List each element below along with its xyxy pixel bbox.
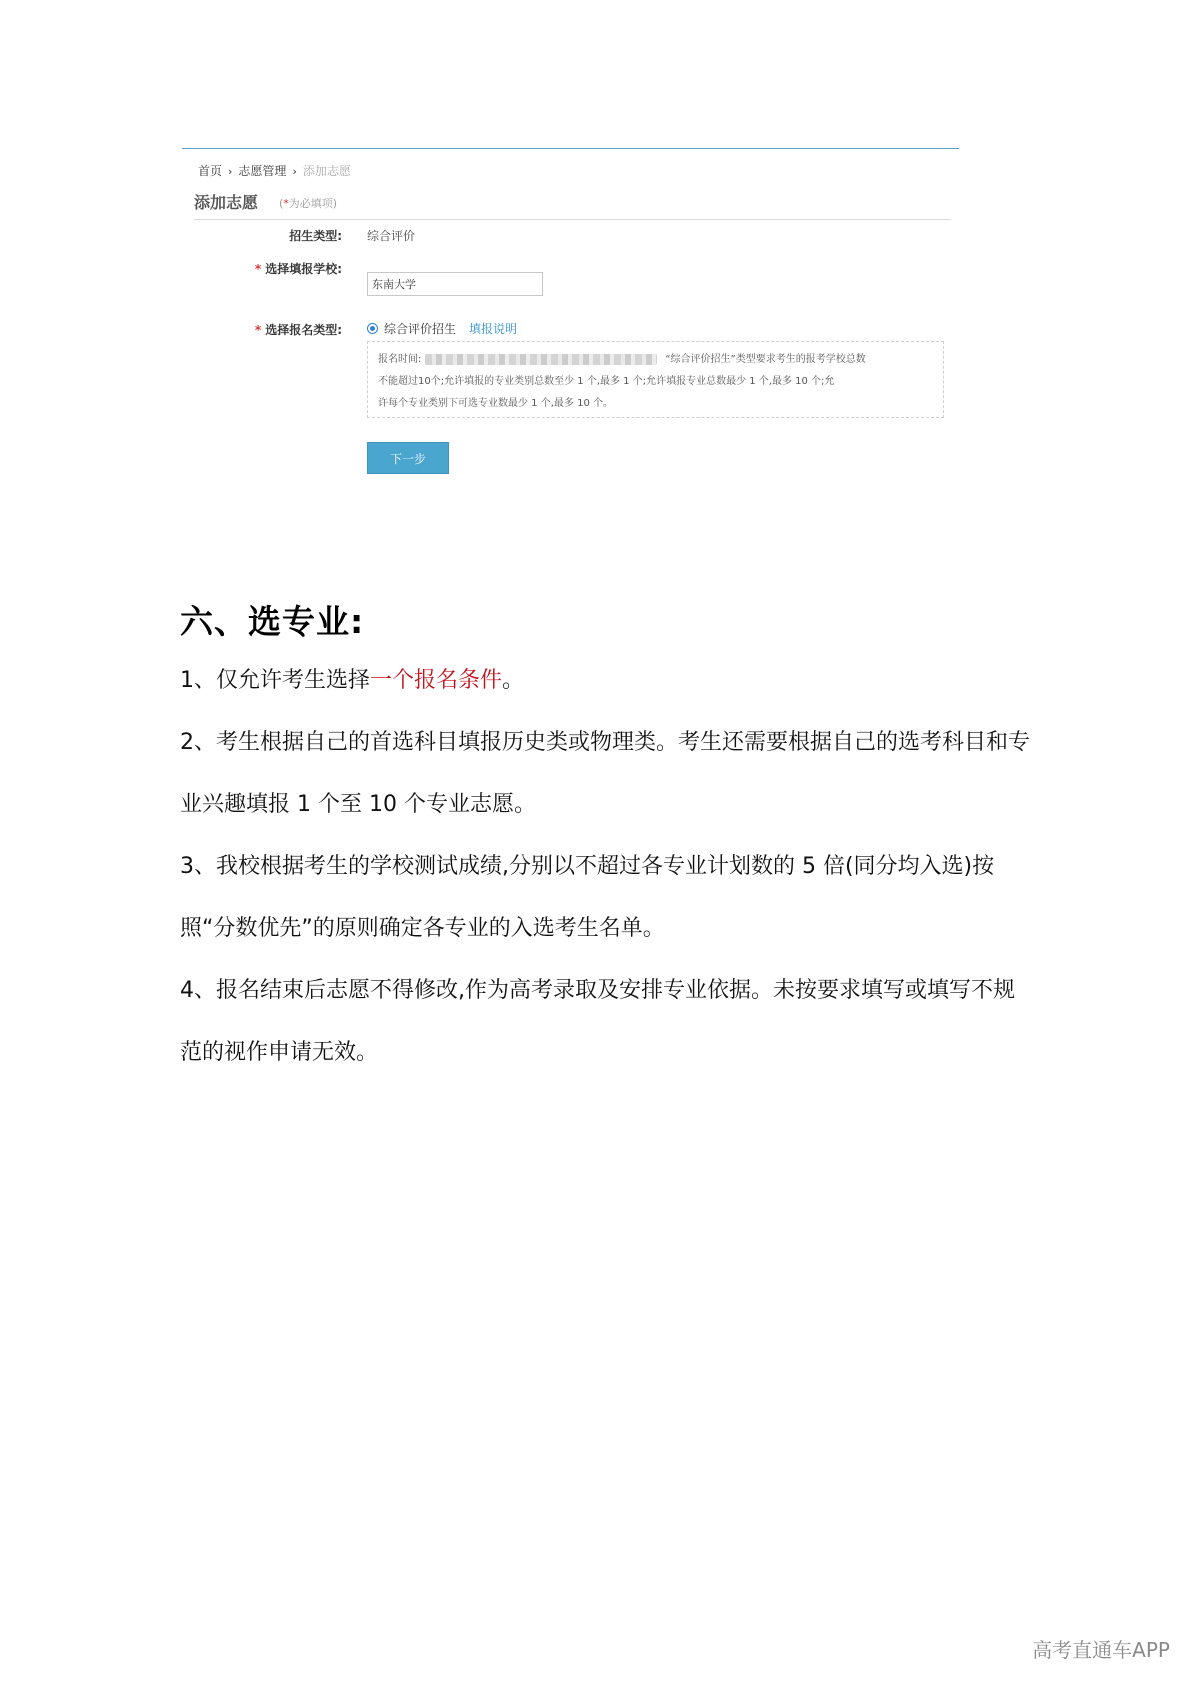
school-label-text: 选择填报学校: — [265, 262, 342, 276]
item-2: 2、考生根据自己的首选科目填报历史类或物理类。考生还需要根据自己的选考科目和专业兴趣填报 1 个至 10 个专业志愿。 — [180, 730, 1030, 817]
required-note-open: ( — [279, 197, 284, 210]
item-1-suffix: 。 — [502, 668, 525, 693]
breadcrumb-volunteer-management[interactable]: 志愿管理 — [238, 164, 287, 178]
notice-box — [367, 341, 944, 418]
watermark: 高考直通车APP — [1032, 1638, 1170, 1662]
page-title: 添加志愿 — [194, 193, 259, 212]
required-note-text: 为必填项 — [288, 197, 333, 210]
blurred-date-redaction — [425, 354, 657, 365]
fill-instructions-link[interactable]: 填报说明 — [469, 322, 518, 336]
school-input[interactable] — [367, 272, 543, 296]
apply-type-label-text: 选择报名类型: — [265, 323, 342, 337]
school-label — [182, 260, 342, 277]
required-note — [279, 195, 337, 211]
breadcrumb-home[interactable]: 首页 — [198, 164, 223, 178]
item-1-prefix: 1、仅允许考生选择 — [180, 668, 370, 693]
notice-time-label: 报名时间: — [378, 354, 422, 365]
apply-type-radio-group — [367, 320, 517, 337]
required-note-close: ) — [332, 197, 338, 210]
notice-line-3: 许每个专业类别下可选专业数最少 1 个,最多 10 个。 — [378, 398, 613, 409]
enroll-type-label: 招生类型: — [289, 229, 342, 243]
section-heading: 六、选专业: — [180, 602, 365, 641]
notice-line-2: 不能超过10个;允许填报的专业类别总数至少 1 个,最多 1 个;允许填报专业总数最少 1 个,最多 10 个;允 — [378, 376, 835, 387]
apply-type-label — [182, 321, 342, 338]
form-screenshot — [182, 148, 959, 528]
notice-line-1 — [378, 349, 933, 371]
required-star: * — [283, 197, 289, 210]
chevron-right-icon: › — [228, 165, 233, 178]
apply-type-option-label[interactable]: 综合评价招生 — [384, 322, 457, 336]
enroll-type-value: 综合评价 — [367, 229, 416, 243]
item-1 — [180, 650, 1030, 712]
top-divider — [182, 148, 959, 149]
item-4: 4、报名结束后志愿不得修改,作为高考录取及安排专业依据。未按要求填写或填写不规范的视作申请无效。 — [180, 978, 1015, 1065]
breadcrumb — [198, 162, 351, 179]
next-step-button[interactable]: 下一步 — [367, 442, 449, 474]
chevron-right-icon: › — [292, 165, 297, 178]
title-divider — [194, 219, 951, 220]
radio-dot — [370, 326, 375, 331]
item-1-highlight: 一个报名条件 — [370, 668, 503, 693]
required-star: * — [254, 323, 262, 337]
radio-button-selected[interactable] — [367, 323, 378, 334]
item-3: 3、我校根据考生的学校测试成绩,分别以不超过各专业计划数的 5 倍(同分均入选)按照“分数优先”的原则确定各专业的入选考生名单。 — [180, 854, 995, 941]
required-star: * — [254, 262, 262, 276]
breadcrumb-current: 添加志愿 — [302, 164, 351, 178]
notice-line-1-text: “综合评价招生”类型要求考生的报考学校总数 — [665, 354, 866, 365]
